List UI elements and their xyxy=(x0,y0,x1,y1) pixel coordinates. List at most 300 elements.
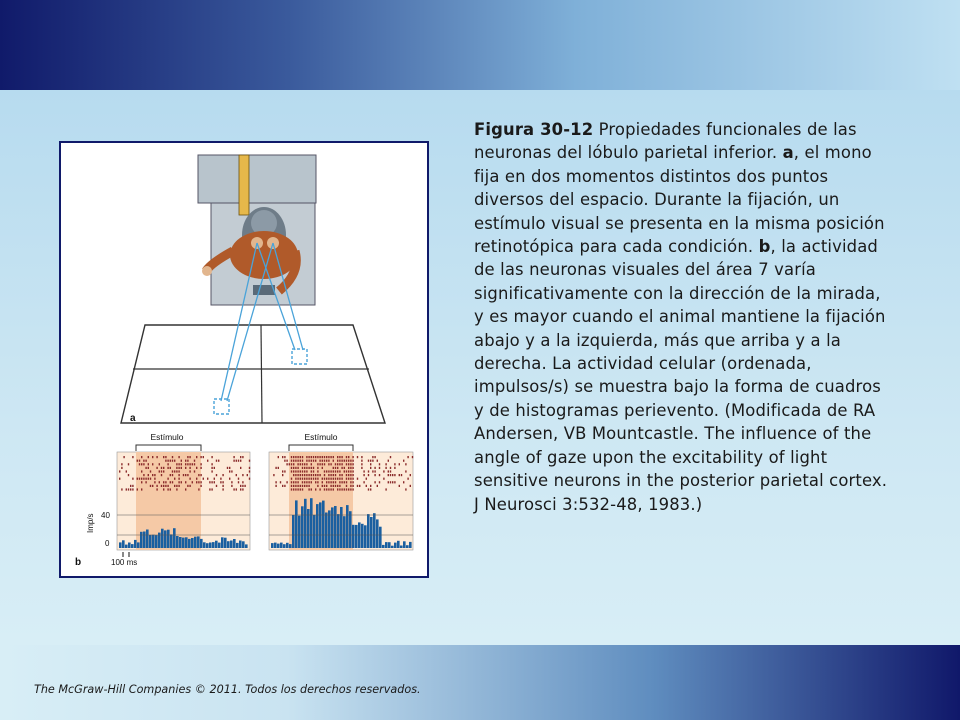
left-histogram-panel xyxy=(117,432,250,550)
histogram-bar xyxy=(242,541,245,548)
raster-spike xyxy=(181,481,182,483)
raster-spike xyxy=(170,460,171,462)
raster-spike xyxy=(311,456,312,458)
raster-spike xyxy=(410,485,411,487)
figure-caption xyxy=(474,118,894,516)
raster-spike xyxy=(233,488,234,490)
raster-spike xyxy=(392,474,393,476)
raster-spike xyxy=(229,470,230,472)
raster-spike xyxy=(403,481,404,483)
raster-spike xyxy=(315,456,316,458)
raster-spike xyxy=(278,467,279,469)
figure-panel xyxy=(59,141,429,578)
raster-spike xyxy=(159,481,160,483)
raster-spike xyxy=(154,481,155,483)
raster-spike xyxy=(229,467,230,469)
raster-spike xyxy=(333,474,334,476)
raster-spike xyxy=(293,488,294,490)
y-tick-0: 0 xyxy=(105,539,110,548)
raster-spike xyxy=(295,488,296,490)
raster-spike xyxy=(394,481,395,483)
raster-spike xyxy=(344,460,345,462)
histogram-bar xyxy=(274,543,277,548)
raster-spike xyxy=(410,474,411,476)
raster-spike xyxy=(302,474,303,476)
raster-spike xyxy=(366,478,367,480)
raster-spike xyxy=(311,470,312,472)
raster-spike xyxy=(174,460,175,462)
raster-spike xyxy=(233,456,234,458)
raster-spike xyxy=(240,467,241,469)
histogram-bar xyxy=(212,542,215,548)
raster-spike xyxy=(137,488,138,490)
raster-spike xyxy=(319,456,320,458)
raster-spike xyxy=(159,463,160,465)
raster-spike xyxy=(139,478,140,480)
raster-spike xyxy=(192,481,193,483)
raster-spike xyxy=(231,470,232,472)
raster-spike xyxy=(302,470,303,472)
raster-spike xyxy=(297,478,298,480)
raster-spike xyxy=(178,478,179,480)
raster-spike xyxy=(322,456,323,458)
histogram-bar xyxy=(316,504,319,548)
raster-spike xyxy=(322,481,323,483)
raster-spike xyxy=(302,478,303,480)
raster-spike xyxy=(300,463,301,465)
raster-spike xyxy=(390,470,391,472)
raster-spike xyxy=(390,474,391,476)
raster-spike xyxy=(341,456,342,458)
raster-spike xyxy=(132,478,133,480)
raster-spike xyxy=(317,470,318,472)
histogram-bar xyxy=(337,514,340,548)
raster-spike xyxy=(313,456,314,458)
raster-spike xyxy=(145,467,146,469)
raster-spike xyxy=(346,481,347,483)
raster-spike xyxy=(330,485,331,487)
histogram-bar xyxy=(176,536,179,548)
raster-spike xyxy=(302,467,303,469)
raster-spike xyxy=(379,474,380,476)
histogram-bar xyxy=(385,542,388,548)
raster-spike xyxy=(388,481,389,483)
raster-spike xyxy=(304,463,305,465)
raster-spike xyxy=(141,456,142,458)
raster-spike xyxy=(207,478,208,480)
raster-spike xyxy=(233,460,234,462)
raster-spike xyxy=(165,485,166,487)
raster-spike xyxy=(222,485,223,487)
raster-spike xyxy=(328,463,329,465)
raster-spike xyxy=(368,488,369,490)
histogram-bar xyxy=(361,524,364,548)
histogram-bar xyxy=(382,545,385,548)
raster-spike xyxy=(189,456,190,458)
raster-spike xyxy=(284,470,285,472)
raster-spike xyxy=(291,485,292,487)
raster-spike xyxy=(335,467,336,469)
histogram-bar xyxy=(155,535,158,548)
raster-spike xyxy=(313,474,314,476)
raster-spike xyxy=(295,467,296,469)
raster-spike xyxy=(390,467,391,469)
raster-spike xyxy=(139,460,140,462)
histogram-bar xyxy=(295,500,298,548)
raster-spike xyxy=(322,485,323,487)
raster-spike xyxy=(319,463,320,465)
raster-spike xyxy=(377,460,378,462)
raster-spike xyxy=(326,481,327,483)
raster-spike xyxy=(306,463,307,465)
raster-spike xyxy=(141,463,142,465)
raster-spike xyxy=(247,474,248,476)
raster-spike xyxy=(368,460,369,462)
left-stimulus-label: Estímulo xyxy=(150,432,184,442)
raster-spike xyxy=(352,488,353,490)
raster-spike xyxy=(170,488,171,490)
raster-spike xyxy=(328,488,329,490)
raster-spike xyxy=(167,478,168,480)
raster-spike xyxy=(304,467,305,469)
raster-spike xyxy=(304,474,305,476)
raster-spike xyxy=(295,470,296,472)
raster-spike xyxy=(324,488,325,490)
raster-spike xyxy=(211,456,212,458)
raster-spike xyxy=(178,456,179,458)
raster-spike xyxy=(311,460,312,462)
histogram-bar xyxy=(298,516,301,548)
raster-spike xyxy=(291,488,292,490)
caption-text-b: , la actividad de las neuronas visuales del área 7 varía significativamente con la dirección de la mirada, y es mayor cuando el animal mantiene la fijación abajo y a la izquierda, más que arriba y a la derecha. La actividad celular (ordenada, impulsos/s) se muestra bajo la forma de cuadros y de histogramas perievento. (Modificada de RA Andersen, VB Mountcastle. The influence of the angle of gaze upon the excitability of light sensitive neurons in the posterior parietal cortex. J Neurosci 3:532-48, 1983.) xyxy=(474,237,888,514)
raster-spike xyxy=(170,474,171,476)
raster-spike xyxy=(143,474,144,476)
raster-spike xyxy=(174,485,175,487)
raster-spike xyxy=(333,481,334,483)
raster-spike xyxy=(304,485,305,487)
histogram-bar xyxy=(397,541,400,548)
raster-spike xyxy=(165,456,166,458)
raster-spike xyxy=(308,460,309,462)
raster-spike xyxy=(379,481,380,483)
raster-spike xyxy=(293,474,294,476)
raster-spike xyxy=(405,488,406,490)
raster-spike xyxy=(300,488,301,490)
raster-spike xyxy=(374,474,375,476)
histogram-bar xyxy=(197,536,200,548)
raster-spike xyxy=(275,481,276,483)
raster-spike xyxy=(295,485,296,487)
raster-spike xyxy=(297,467,298,469)
raster-spike xyxy=(293,467,294,469)
raster-spike xyxy=(170,467,171,469)
raster-spike xyxy=(346,488,347,490)
raster-spike xyxy=(306,460,307,462)
raster-spike xyxy=(368,474,369,476)
raster-spike xyxy=(200,456,201,458)
histogram-bar xyxy=(373,513,376,548)
raster-spike xyxy=(150,470,151,472)
raster-spike xyxy=(335,463,336,465)
raster-spike xyxy=(308,467,309,469)
raster-spike xyxy=(348,470,349,472)
raster-spike xyxy=(350,463,351,465)
raster-spike xyxy=(291,470,292,472)
raster-spike xyxy=(152,456,153,458)
raster-spike xyxy=(341,460,342,462)
raster-spike xyxy=(333,478,334,480)
histogram-bar xyxy=(325,513,328,549)
raster-spike xyxy=(348,456,349,458)
raster-spike xyxy=(302,481,303,483)
raster-spike xyxy=(341,463,342,465)
raster-spike xyxy=(167,485,168,487)
raster-spike xyxy=(363,474,364,476)
raster-spike xyxy=(176,470,177,472)
histogram-bar xyxy=(277,544,280,548)
raster-spike xyxy=(308,485,309,487)
raster-spike xyxy=(339,470,340,472)
raster-spike xyxy=(390,456,391,458)
histogram-bar xyxy=(119,542,122,548)
raster-spike xyxy=(308,478,309,480)
raster-spike xyxy=(357,478,358,480)
raster-spike xyxy=(209,488,210,490)
raster-spike xyxy=(128,474,129,476)
raster-spike xyxy=(293,463,294,465)
raster-spike xyxy=(150,485,151,487)
raster-spike xyxy=(302,485,303,487)
raster-spike xyxy=(300,460,301,462)
raster-spike xyxy=(174,470,175,472)
raster-spike xyxy=(339,488,340,490)
raster-spike xyxy=(211,470,212,472)
histogram-bar xyxy=(322,501,325,548)
raster-spike xyxy=(297,481,298,483)
raster-spike xyxy=(152,474,153,476)
raster-spike xyxy=(311,488,312,490)
histogram-bar xyxy=(161,529,164,548)
histogram-bar xyxy=(131,544,134,548)
raster-spike xyxy=(300,456,301,458)
raster-spike xyxy=(196,481,197,483)
raster-spike xyxy=(200,463,201,465)
raster-spike xyxy=(366,485,367,487)
histogram-bar xyxy=(364,525,367,548)
raster-spike xyxy=(339,460,340,462)
raster-spike xyxy=(333,460,334,462)
raster-spike xyxy=(163,456,164,458)
raster-spike xyxy=(128,488,129,490)
y-axis-label: Imp/s xyxy=(86,513,95,533)
raster-spike xyxy=(227,467,228,469)
histogram-bar xyxy=(245,544,248,548)
raster-spike xyxy=(339,463,340,465)
raster-spike xyxy=(211,463,212,465)
raster-spike xyxy=(121,467,122,469)
histogram-bar xyxy=(149,535,152,548)
raster-spike xyxy=(388,474,389,476)
raster-spike xyxy=(313,460,314,462)
raster-spike xyxy=(123,456,124,458)
raster-spike xyxy=(119,470,120,472)
caption-label-a: a xyxy=(782,143,794,163)
raster-spike xyxy=(185,481,186,483)
raster-spike xyxy=(242,474,243,476)
raster-spike xyxy=(282,474,283,476)
raster-spike xyxy=(372,460,373,462)
raster-spike xyxy=(194,460,195,462)
histogram-bar xyxy=(209,543,212,549)
raster-spike xyxy=(317,478,318,480)
raster-spike xyxy=(330,481,331,483)
raster-spike xyxy=(275,485,276,487)
raster-spike xyxy=(289,463,290,465)
raster-spike xyxy=(242,488,243,490)
histogram-bar xyxy=(203,542,206,548)
raster-spike xyxy=(319,474,320,476)
raster-spike xyxy=(240,485,241,487)
raster-spike xyxy=(143,460,144,462)
raster-spike xyxy=(189,463,190,465)
raster-spike xyxy=(370,467,371,469)
raster-spike xyxy=(350,485,351,487)
raster-spike xyxy=(236,488,237,490)
raster-spike xyxy=(187,474,188,476)
raster-spike xyxy=(330,463,331,465)
histogram-bar xyxy=(137,542,140,548)
raster-spike xyxy=(324,478,325,480)
raster-spike xyxy=(350,470,351,472)
scale-bar-label: 100 ms xyxy=(111,558,138,567)
raster-spike xyxy=(278,456,279,458)
raster-spike xyxy=(335,474,336,476)
raster-spike xyxy=(148,474,149,476)
raster-spike xyxy=(185,474,186,476)
raster-spike xyxy=(407,456,408,458)
histogram-bar xyxy=(301,506,304,548)
raster-spike xyxy=(198,481,199,483)
raster-spike xyxy=(306,467,307,469)
raster-spike xyxy=(297,488,298,490)
raster-spike xyxy=(297,456,298,458)
histogram-bar xyxy=(391,546,394,548)
raster-spike xyxy=(326,478,327,480)
raster-spike xyxy=(407,478,408,480)
histogram-bar xyxy=(164,530,167,548)
raster-spike xyxy=(293,470,294,472)
histogram-bar xyxy=(310,498,313,548)
raster-spike xyxy=(300,478,301,480)
raster-spike xyxy=(313,467,314,469)
raster-spike xyxy=(311,463,312,465)
raster-spike xyxy=(222,474,223,476)
raster-spike xyxy=(311,478,312,480)
raster-spike xyxy=(238,481,239,483)
raster-spike xyxy=(178,463,179,465)
raster-spike xyxy=(333,456,334,458)
raster-spike xyxy=(295,478,296,480)
raster-spike xyxy=(324,463,325,465)
raster-spike xyxy=(161,474,162,476)
raster-spike xyxy=(145,460,146,462)
histogram-bar xyxy=(406,545,409,548)
raster-spike xyxy=(189,478,190,480)
raster-spike xyxy=(324,460,325,462)
raster-spike xyxy=(326,488,327,490)
histogram-bar xyxy=(224,538,227,548)
raster-spike xyxy=(361,456,362,458)
raster-spike xyxy=(315,481,316,483)
raster-spike xyxy=(185,460,186,462)
raster-spike xyxy=(238,478,239,480)
panel-a-label: a xyxy=(130,413,136,424)
raster-spike xyxy=(242,481,243,483)
raster-spike xyxy=(337,463,338,465)
raster-spike xyxy=(214,467,215,469)
raster-spike xyxy=(280,481,281,483)
raster-spike xyxy=(203,456,204,458)
raster-spike xyxy=(339,474,340,476)
right-histogram-panel xyxy=(269,432,413,550)
raster-spike xyxy=(328,474,329,476)
raster-spike xyxy=(344,488,345,490)
raster-spike xyxy=(242,485,243,487)
raster-spike xyxy=(344,467,345,469)
raster-spike xyxy=(324,474,325,476)
raster-spike xyxy=(176,488,177,490)
raster-spike xyxy=(172,470,173,472)
raster-spike xyxy=(328,460,329,462)
raster-spike xyxy=(291,460,292,462)
raster-spike xyxy=(357,456,358,458)
raster-spike xyxy=(346,456,347,458)
raster-spike xyxy=(335,481,336,483)
raster-spike xyxy=(346,478,347,480)
histogram-bar xyxy=(376,519,379,548)
raster-spike xyxy=(282,485,283,487)
raster-spike xyxy=(286,460,287,462)
histogram-bar xyxy=(236,543,239,548)
raster-spike xyxy=(172,481,173,483)
raster-spike xyxy=(161,467,162,469)
raster-spike xyxy=(306,474,307,476)
raster-spike xyxy=(249,460,250,462)
raster-spike xyxy=(194,470,195,472)
raster-spike xyxy=(315,488,316,490)
raster-spike xyxy=(330,488,331,490)
raster-spike xyxy=(341,474,342,476)
raster-spike xyxy=(352,463,353,465)
raster-spike xyxy=(335,478,336,480)
raster-spike xyxy=(297,460,298,462)
raster-spike xyxy=(383,478,384,480)
histogram-bar xyxy=(286,543,289,548)
raster-spike xyxy=(282,456,283,458)
histogram-bar xyxy=(233,539,236,548)
header-band xyxy=(0,0,960,90)
histogram-bar xyxy=(143,532,146,549)
raster-spike xyxy=(348,478,349,480)
raster-spike xyxy=(302,488,303,490)
raster-spike xyxy=(385,463,386,465)
raster-spike xyxy=(346,470,347,472)
histogram-bar xyxy=(349,511,352,548)
raster-spike xyxy=(286,481,287,483)
histogram-bar xyxy=(304,499,307,548)
raster-spike xyxy=(341,488,342,490)
raster-spike xyxy=(337,488,338,490)
